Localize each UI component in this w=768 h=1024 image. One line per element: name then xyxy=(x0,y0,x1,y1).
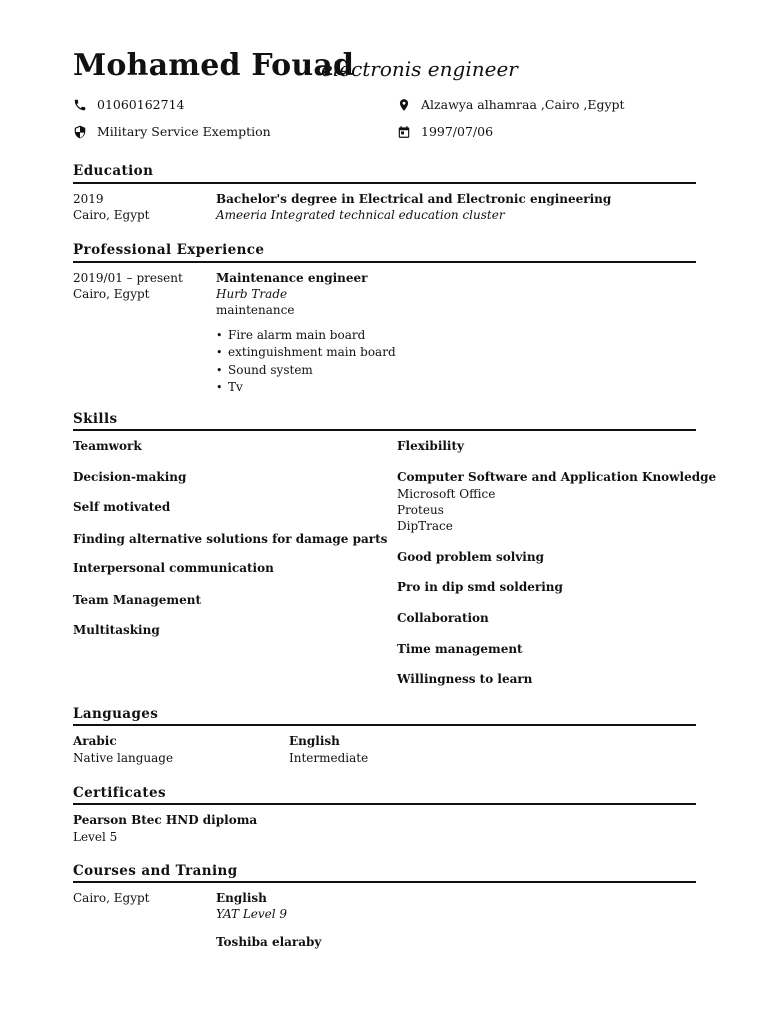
skill-subitem: Microsoft Office xyxy=(397,487,496,501)
experience-location: Cairo, Egypt xyxy=(73,287,150,301)
skill-item: Collaboration xyxy=(397,611,489,625)
skill-item: Team Management xyxy=(73,593,202,607)
military-status xyxy=(73,124,271,139)
certificate-level: Level 5 xyxy=(73,830,118,844)
list-item: • Tv xyxy=(216,379,396,396)
phone-contact xyxy=(73,97,184,112)
skill-subitem: Proteus xyxy=(397,503,444,517)
experience-date: 2019/01 – present xyxy=(73,271,183,285)
address-text: Alzawya alhamraa ,Cairo ,Egypt xyxy=(421,97,625,112)
section-divider xyxy=(73,261,696,263)
experience-description: maintenance xyxy=(216,303,295,317)
experience-company: Hurb Trade xyxy=(216,287,288,301)
skill-item: Decision-making xyxy=(73,470,187,484)
phone-icon xyxy=(73,98,87,112)
birthdate-contact xyxy=(397,124,493,139)
language-level: Native language xyxy=(73,751,174,765)
skill-item: Pro in dip smd soldering xyxy=(397,580,563,594)
education-location: Cairo, Egypt xyxy=(73,208,150,222)
course-name: English xyxy=(216,891,267,905)
skill-item: Flexibility xyxy=(397,439,465,453)
skill-item: Willingness to learn xyxy=(397,672,533,686)
skill-item: Teamwork xyxy=(73,439,142,453)
language-level: Intermediate xyxy=(289,751,369,765)
list-item: • extinguishment main board xyxy=(216,344,396,361)
experience-position: Maintenance engineer xyxy=(216,271,368,285)
candidate-role: electronis engineer xyxy=(321,57,518,81)
section-divider xyxy=(73,182,696,184)
skills-heading: Skills xyxy=(73,411,118,427)
languages-heading: Languages xyxy=(73,706,159,722)
skill-item: Finding alternative solutions for damage parts xyxy=(73,532,388,546)
language-name: English xyxy=(289,734,340,748)
military-text: Military Service Exemption xyxy=(97,124,271,139)
section-divider xyxy=(73,724,696,726)
list-item: • Sound system xyxy=(216,362,396,379)
skill-item: Self motivated xyxy=(73,500,171,514)
candidate-name: Mohamed Fouad xyxy=(73,48,355,83)
skill-item: Multitasking xyxy=(73,623,160,637)
certificates-heading: Certificates xyxy=(73,785,166,801)
course-location: Cairo, Egypt xyxy=(73,891,150,905)
course-detail: YAT Level 9 xyxy=(216,907,288,921)
phone-number: 01060162714 xyxy=(97,97,185,112)
course-name: Toshiba elaraby xyxy=(216,935,322,949)
experience-bullet-list xyxy=(216,327,396,396)
list-item: • Fire alarm main board xyxy=(216,327,396,344)
skill-subitem: DipTrace xyxy=(397,519,453,533)
education-school: Ameeria Integrated technical education cluster xyxy=(216,208,505,222)
calendar-icon xyxy=(397,125,411,139)
location-pin-icon xyxy=(397,98,411,112)
education-heading: Education xyxy=(73,163,154,179)
section-divider xyxy=(73,803,696,805)
section-divider xyxy=(73,429,696,431)
address-contact xyxy=(397,97,625,112)
experience-heading: Professional Experience xyxy=(73,242,265,258)
skill-item: Good problem solving xyxy=(397,550,544,564)
birthdate-text: 1997/07/06 xyxy=(421,124,494,139)
education-degree: Bachelor's degree in Electrical and Electronic engineering xyxy=(216,192,612,206)
certificate-name: Pearson Btec HND diploma xyxy=(73,813,258,827)
courses-heading: Courses and Traning xyxy=(73,863,238,879)
skill-item: Interpersonal communication xyxy=(73,561,274,575)
section-divider xyxy=(73,881,696,883)
skill-item: Time management xyxy=(397,642,523,656)
language-name: Arabic xyxy=(73,734,117,748)
skill-item: Computer Software and Application Knowledge xyxy=(397,470,717,484)
shield-icon xyxy=(73,125,87,139)
education-date: 2019 xyxy=(73,192,104,206)
